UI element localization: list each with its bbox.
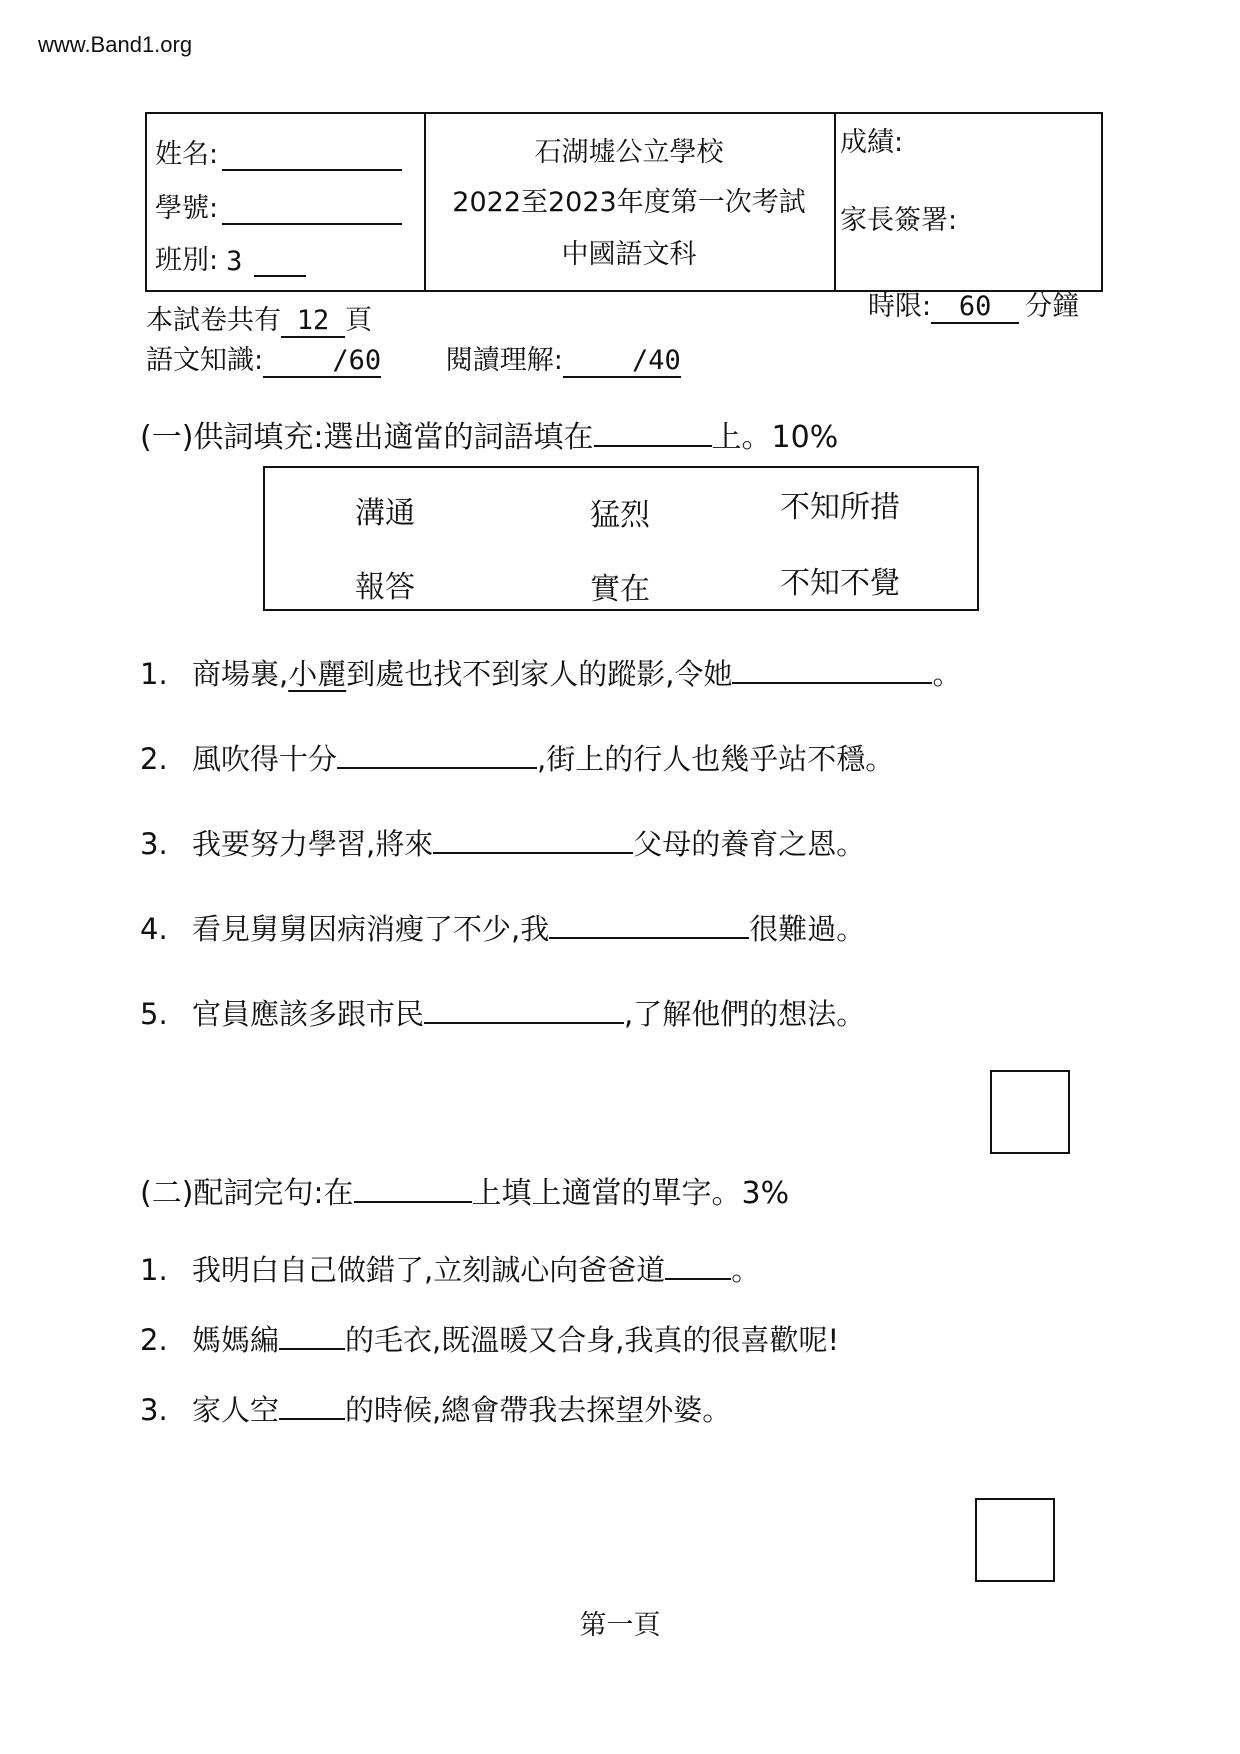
student-no-label: 學號: (155, 193, 219, 224)
word-bank-item: 報答 (355, 570, 415, 605)
watermark: www.Band1.org (38, 32, 193, 57)
score-column (834, 114, 1101, 290)
question-text: 。 (932, 657, 962, 691)
lang-knowledge-total: /60 (263, 345, 381, 378)
section1-question-1 (140, 652, 961, 693)
question-text: 的毛衣,既溫暖又合身,我真的很喜歡呢! (345, 1323, 840, 1357)
answer-blank[interactable] (433, 828, 633, 854)
word-bank-item: 實在 (590, 572, 650, 607)
school-name: 石湖墟公立學校 (534, 137, 724, 168)
name-blank (222, 143, 402, 171)
section1-question-4 (140, 907, 865, 948)
parent-sign-label: 家長簽署: (840, 205, 958, 236)
question-text: 的時候,總會帶我去探望外婆。 (345, 1393, 732, 1427)
question-number: 2. (140, 742, 168, 776)
pages-value: 12 (281, 305, 345, 338)
section1-question-5 (140, 992, 865, 1033)
subject-title: 中國語文科 (561, 239, 697, 270)
question-number: 4. (140, 912, 168, 946)
word-bank-item: 不知所措 (780, 490, 900, 525)
question-text: 很難過。 (749, 912, 866, 946)
class-label: 班別: (155, 245, 219, 276)
question-text: 我要努力學習,將來 (192, 827, 434, 861)
student-no-field (155, 186, 402, 225)
section1-question-3 (140, 822, 865, 863)
time-unit: 分鐘 (1025, 291, 1080, 322)
time-label: 時限: (868, 291, 932, 322)
question-text: 我明白自己做錯了,立刻誠心向爸爸道 (192, 1253, 666, 1287)
question-text: 父母的養育之恩。 (633, 827, 866, 861)
score-breakdown (146, 338, 681, 378)
question-number: 5. (140, 997, 168, 1031)
question-text: 看見舅舅因病消瘦了不少,我 (192, 912, 550, 946)
section1-question-2 (140, 737, 894, 778)
question-number: 1. (140, 1253, 168, 1287)
section1-mark-box (990, 1070, 1070, 1154)
word-bank (263, 466, 979, 611)
question-text: ,了解他們的想法。 (624, 997, 866, 1031)
reading-total: /40 (563, 345, 681, 378)
answer-blank[interactable] (279, 1394, 345, 1420)
time-limit (868, 284, 1079, 324)
time-value: 60 (931, 291, 1019, 324)
name-label: 姓名: (155, 139, 219, 170)
section2-mark-box (975, 1498, 1055, 1582)
section1-title-score: 上。10% (711, 420, 839, 455)
question-number: 3. (140, 1393, 168, 1427)
page-footer: 第一頁 (579, 1610, 661, 1641)
pages-info (146, 298, 372, 338)
reading-label: 閱讀理解: (445, 345, 563, 376)
answer-blank[interactable] (549, 913, 749, 939)
section2-title-text: (二)配詞完句:在 (140, 1176, 354, 1211)
exam-title: 2022至2023年度第一次考試 (452, 187, 806, 218)
class-value: 3 (226, 246, 243, 277)
question-text: 家人空 (192, 1393, 280, 1427)
section1-title (140, 412, 838, 456)
student-no-blank (222, 197, 402, 225)
class-blank (254, 249, 306, 277)
question-number: 3. (140, 827, 168, 861)
score-label: 成績: (840, 127, 904, 158)
question-number: 1. (140, 657, 168, 691)
header-box (145, 112, 1103, 292)
answer-blank[interactable] (279, 1324, 345, 1350)
question-text: 官員應該多跟市民 (192, 997, 425, 1031)
section1-title-text: (一)供詞填充:選出適當的詞語填在 (140, 420, 594, 455)
section2-question-1 (140, 1248, 760, 1289)
name-field (155, 132, 402, 171)
section2-question-2 (140, 1318, 839, 1359)
section1-title-blank (594, 421, 712, 447)
question-number: 2. (140, 1323, 168, 1357)
school-info-column (424, 114, 836, 290)
section2-title-blank (354, 1177, 472, 1203)
question-text: 商場裏, (192, 657, 289, 691)
section2-question-3 (140, 1388, 731, 1429)
question-text: 到處也找不到家人的蹤影,令她 (346, 657, 733, 691)
class-field (155, 238, 306, 277)
word-bank-item: 溝通 (355, 496, 415, 531)
answer-blank[interactable] (424, 998, 624, 1024)
pages-prefix: 本試卷共有 (146, 305, 281, 336)
answer-blank[interactable] (665, 1254, 731, 1280)
pages-suffix: 頁 (345, 305, 372, 336)
answer-blank[interactable] (732, 658, 932, 684)
question-text: 風吹得十分 (192, 742, 338, 776)
word-bank-item: 不知不覺 (780, 566, 900, 601)
answer-blank[interactable] (337, 743, 537, 769)
section2-title (140, 1168, 789, 1212)
lang-knowledge-label: 語文知識: (146, 345, 264, 376)
question-text: ,街上的行人也幾乎站不穩。 (537, 742, 895, 776)
question-text: 媽媽編 (192, 1323, 280, 1357)
student-info-column (147, 114, 426, 290)
section2-title-score: 上填上適當的單字。3% (471, 1176, 790, 1211)
question-text: 。 (731, 1253, 761, 1287)
word-bank-item: 猛烈 (590, 498, 650, 533)
proper-name: 小麗 (288, 657, 347, 691)
